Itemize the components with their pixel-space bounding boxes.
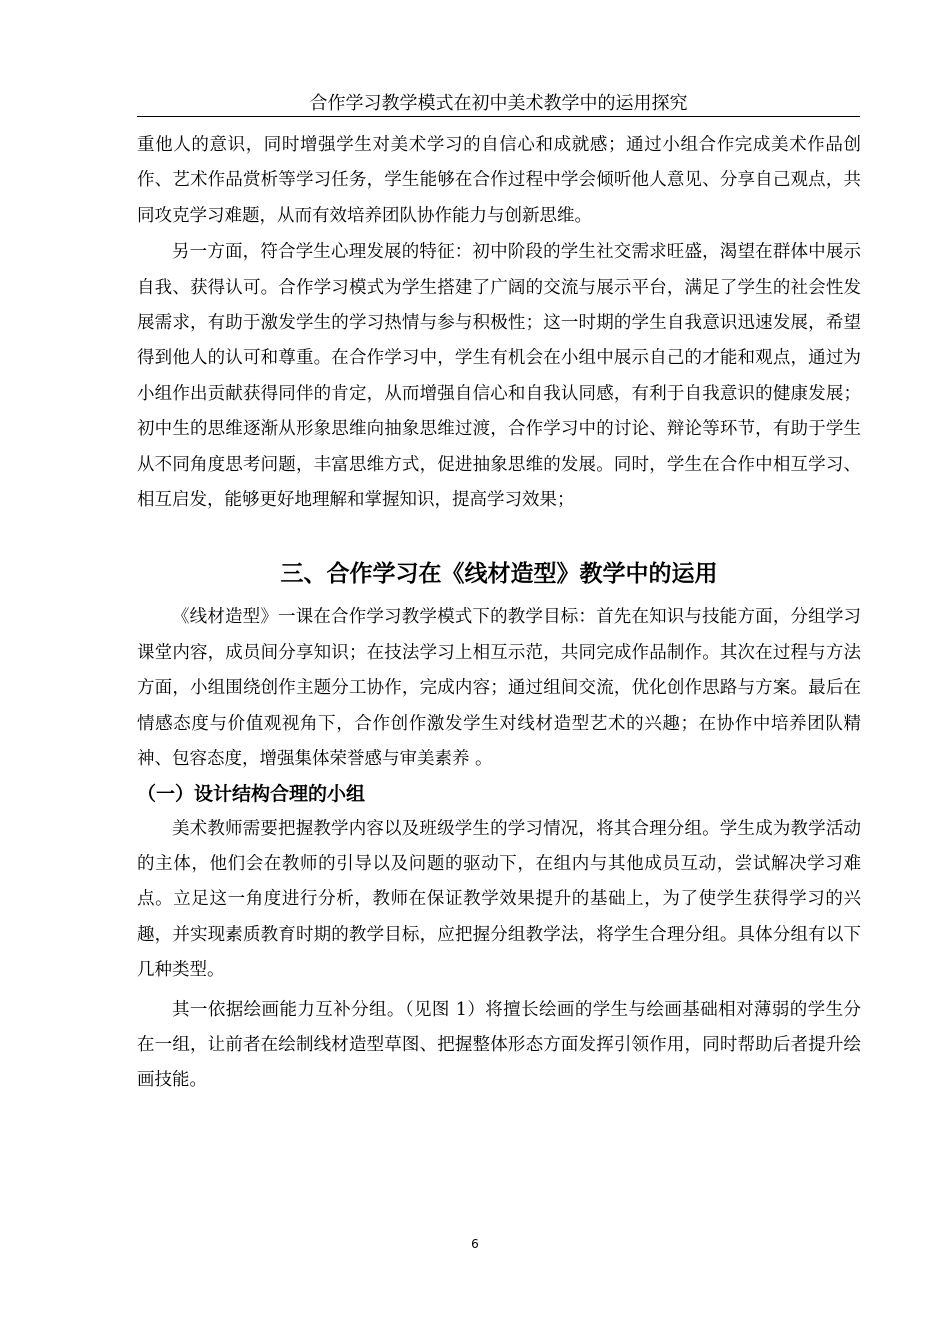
- paragraph-grouping: 美术教师需要把握教学内容以及班级学生的学习情况，将其合理分组。学生成为教学活动的主体，他们会在教师的引导以及问题的驱动下，在组内与其他成员互动，尝试解决学习难点。立足这一角度进行分析，教师在保证教学效果提升的基础上，为了使学生获得学习的兴趣，并实现素质教育时期的教学目标，应把握分组教学法，将学生合理分组。具体分组有以下几种类型。: [137, 818, 861, 981]
- header-divider: [137, 116, 860, 117]
- page-number: 6: [471, 1237, 479, 1251]
- subsection-heading: （一）设计结构合理的小组: [137, 782, 366, 805]
- paragraph-continued: 重他人的意识，同时增强学生对美术学习的自信心和成就感；通过小组合作完成美术作品创作、艺术作品赏析等学习任务，学生能够在合作过程中学会倾听他人意见、分享自己观点，共同攻克学习难题，从而有效培养团队协作能力与创新思维。: [137, 135, 861, 226]
- section-heading: 三、合作学习在《线材造型》教学中的运用: [280, 561, 718, 588]
- paragraph-psychology: 另一方面，符合学生心理发展的特征：初中阶段的学生社交需求旺盛，渴望在群体中展示自我、获得认可。合作学习模式为学生搭建了广阔的交流与展示平台，满足了学生的社会性发展需求，有助于激发学生的学习热情与参与积极性；这一时期的学生自我意识迅速发展，希望得到他人的认可和尊重。在合作学习中，学生有机会在小组中展示自己的才能和观点，通过为小组作出贡献获得同伴的肯定，从而增强自信心和自我认同感，有利于自我意识的健康发展；初中生的思维逐渐从形象思维向抽象思维过渡，合作学习中的讨论、辩论等环节，有助于学生从不同角度思考问题，丰富思维方式，促进抽象思维的发展。同时，学生在合作中相互学习、相互启发，能够更好地理解和掌握知识，提高学习效果；: [137, 242, 861, 511]
- document-body: [137, 128, 861, 1099]
- paragraph-teaching-goals: 《线材造型》一课在合作学习教学模式下的教学目标：首先在知识与技能方面，分组学习课堂内容，成员间分享知识；在技法学习上相互示范，共同完成作品制作。其次在过程与方法方面，小组围绕创作主题分工协作，完成内容；通过组间交流，优化创作思路与方案。最后在情感态度与价值观视角下，合作创作激发学生对线材造型艺术的兴趣；在协作中培养团队精神、包容态度，增强集体荣誉感与审美素养 。: [137, 607, 861, 770]
- paragraph-drawing-groups: 其一依据绘画能力互补分组。（见图 1）将擅长绘画的学生与绘画基础相对薄弱的学生分在一组，让前者在绘制线材造型草图、把握整体形态方面发挥引领作用，同时帮助后者提升绘画技能。: [137, 999, 861, 1091]
- running-header-title: 合作学习教学模式在初中美术教学中的运用探究: [309, 93, 688, 114]
